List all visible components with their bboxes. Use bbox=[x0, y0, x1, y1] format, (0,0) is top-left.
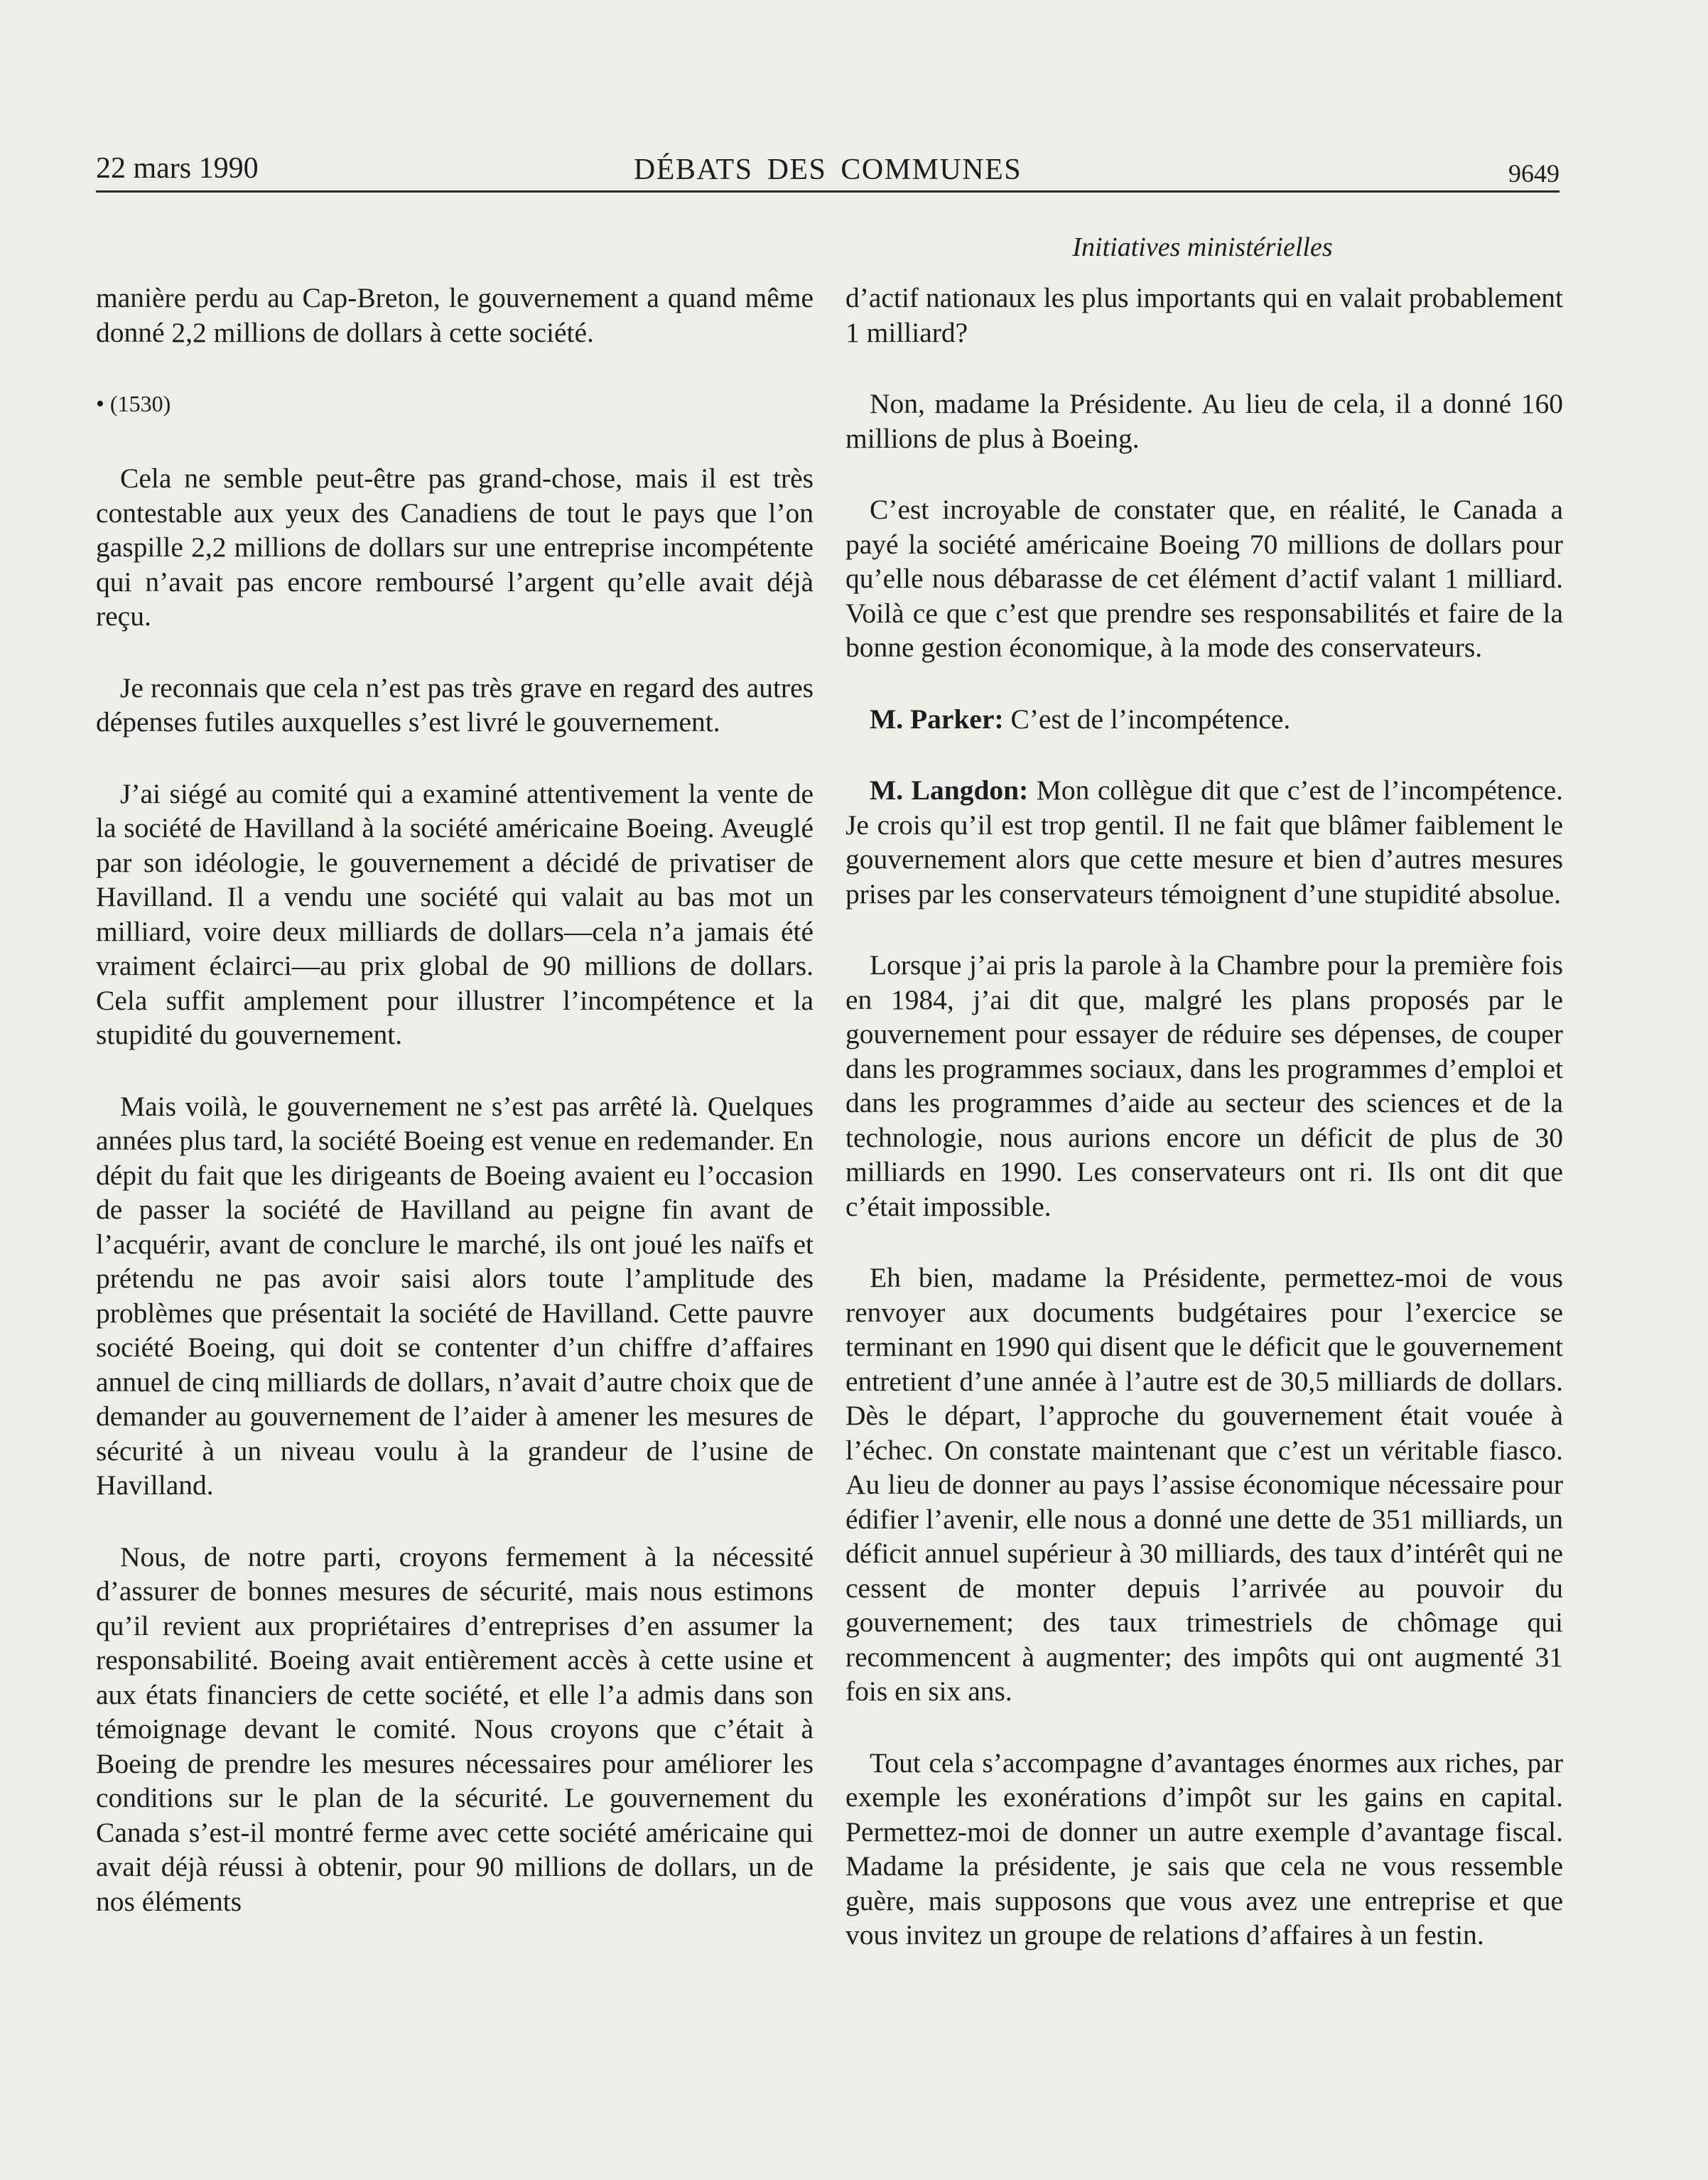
paragraph: Eh bien, madame la Présidente, permettez-moi de vous renvoyer aux documents budgétaires pour l’exercice se terminant en 1990 qui disent que le déficit que le gouvernement entretient d’une année à l’autre est de 30,5 milliards de dollars. Dès le départ, l’approche du gouvernement était vouée à l’échec. On constate maintenant que c’est un véritable fiasco. Au lieu de donner au pays l’assise économique nécessaire pour édifier l’avenir, elle nous a donné une dette de 351 milliards, un déficit annuel supérieur à 30 milliards, des taux d’intérêt qui ne cessent de monter depuis l’arrivée au pouvoir du gouvernement; des taux trimestriels de chômage qui recommencent à augmenter; des impôts qui ont augmenté 31 fois en six ans. bbox=[845, 1262, 1563, 1707]
speaker-name: M. Parker: bbox=[870, 703, 1004, 735]
paragraph: Tout cela s’accompagne d’avantages énormes aux riches, par exemple les exonérations d’impôt sur les gains en capital. Permettez-moi de donner un autre exemple d’avantage fiscal. Madame la présidente, je sais que cela ne vous ressemble guère, mais supposons que vous avez une entreprise et que vous invitez un groupe de relations d’affaires à un festin. bbox=[845, 1747, 1563, 1950]
header-title: DÉBATS DES COMMUNES bbox=[633, 153, 1022, 186]
right-column bbox=[845, 281, 1563, 1990]
paragraph: Cela ne semble peut-être pas grand-chose, mais il est très contestable aux yeux des Canadiens de tout le pays que l’on gaspille 2,2 millions de dollars sur une entreprise incompétente qui n’avait pas encore remboursé l’argent qu’elle avait déjà reçu. bbox=[96, 463, 814, 632]
paragraph: Non, madame la Présidente. Au lieu de cela, il a donné 160 millions de plus à Boeing. bbox=[845, 388, 1563, 454]
speech-paragraph bbox=[845, 702, 1563, 737]
paragraph: Nous, de notre parti, croyons fermement à la nécessité d’assurer de bonnes mesures de sécurité, mais nous estimons qu’il revient aux propriétaires d’entreprises d’en assumer la responsabilité. Boeing avait entièrement accès à cette usine et aux états financiers de cette société, et elle l’a admis dans son témoignage devant le comité. Nous croyons que c’était à Boeing de prendre les mesures nécessaires pour améliorer les conditions sur le plan de la sécurité. Le gouvernement du Canada s’est-il montré ferme avec cette société américaine qui avait déjà réussi à obtenir, pour 90 millions de dollars, un de nos éléments bbox=[96, 1540, 814, 1917]
running-head: Initiatives ministérielles bbox=[1072, 232, 1333, 262]
header-rule bbox=[96, 190, 1560, 193]
header-date: 22 mars 1990 bbox=[96, 152, 259, 185]
timestamp-text: (1530) bbox=[109, 391, 171, 416]
page-header bbox=[96, 146, 1560, 190]
page-number: 9649 bbox=[1508, 159, 1560, 188]
paragraph: C’est incroyable de constater que, en réalité, le Canada a payé la société américaine Boeing 70 millions de dollars pour qu’elle nous débarasse de cet élément d’actif valant 1 milliard. Voilà ce que c’est que prendre ses responsabilités et faire de la bonne gestion économique, à la mode des conservateurs. bbox=[845, 494, 1563, 663]
paragraph: Je reconnais que cela n’est pas très grave en regard des autres dépenses futiles auxquelles s’est livré le gouvernement. bbox=[96, 671, 814, 738]
paragraph: Mais voilà, le gouvernement ne s’est pas arrêté là. Quelques années plus tard, la société Boeing est venue en redemander. En dépit du fait que les dirigeants de Boeing avaient eu l’occasion de passer la société de Havilland au peigne fin avant de l’acquérir, avant de conclure le marché, ils ont joué les naïfs et prétendu ne pas avoir saisi alors toute l’amplitude des problèmes que présentait la société de Havilland. Cette pauvre société Boeing, qui doit se contenter d’un chiffre d’affaires annuel de cinq milliards de dollars, n’avait d’autre choix que de demander au gouvernement de l’aider à amener les mesures de sécurité à un niveau voulu à la grandeur de l’usine de Havilland. bbox=[96, 1090, 814, 1501]
speech-text: Mon collègue dit que c’est de l’incompétence. Je crois qu’il est trop gentil. Il ne fait que blâmer faiblement le gouvernement alors que cette mesure et bien d’autres mesures prises par les conservateurs témoignent d’une stupidité absolue. bbox=[845, 775, 1563, 910]
timestamp bbox=[96, 387, 814, 421]
paragraph: J’ai siégé au comité qui a examiné attentivement la vente de la société de Havilland à la société américaine Boeing. Aveuglé par son idéologie, le gouvernement a décidé de privatiser de Havilland. Il a vendu une société qui valait au bas mot un milliard, voire deux milliards de dollars—cela n’a jamais été vraiment éclairci—au prix global de 90 millions de dollars. Cela suffit amplement pour illustrer l’incompétence et la stupidité du gouvernement. bbox=[96, 777, 814, 1050]
paragraph: manière perdu au Cap-Breton, le gouvernement a quand même donné 2,2 millions de dollars à cette société. bbox=[96, 282, 814, 348]
paragraph: d’actif nationaux les plus importants qui en valait probablement 1 milliard? bbox=[845, 282, 1563, 348]
paragraph: Lorsque j’ai pris la parole à la Chambre pour la première fois en 1984, j’ai dit que, malgré les plans proposés par le gouvernement pour essayer de réduire ses dépenses, de couper dans les programmes sociaux, dans les programmes d’emploi et dans les programmes d’aide au secteur des sciences et de la technologie, nous aurions encore un déficit de plus de 30 milliards en 1990. Les conservateurs ont ri. Ils ont dit que c’était impossible. bbox=[845, 949, 1563, 1222]
speaker-name: M. Langdon: bbox=[870, 775, 1029, 806]
speech-text: C’est de l’incompétence. bbox=[1010, 703, 1291, 735]
speech-paragraph bbox=[845, 773, 1563, 911]
left-column bbox=[96, 281, 814, 1955]
bullet-icon: • bbox=[96, 391, 104, 417]
